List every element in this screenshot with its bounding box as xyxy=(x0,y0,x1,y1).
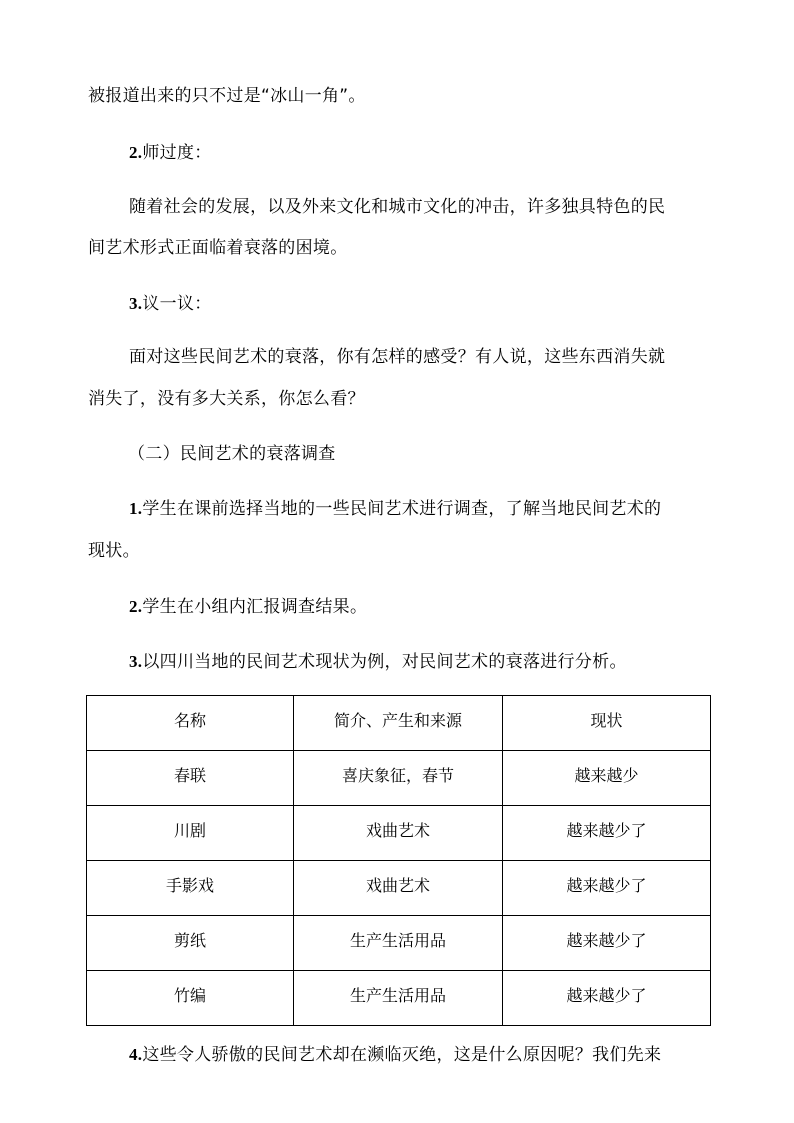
text: 面对这些民间艺术的衰落，你有怎样的感受？有人说，这些东西消失就 xyxy=(129,347,666,367)
table-cell: 喜庆象征，春节 xyxy=(294,751,503,806)
table-cell: 生产生活用品 xyxy=(294,971,503,1026)
text: （二）民间艺术的衰落调查 xyxy=(128,444,336,464)
text: 间艺术形式正面临着衰落的困境。 xyxy=(88,238,348,258)
text: 学生在小组内汇报调查结果。 xyxy=(142,597,368,617)
text: 议一议： xyxy=(142,294,212,314)
item-number: 3. xyxy=(129,294,143,313)
paragraph-line xyxy=(129,1043,661,1067)
paragraph-line xyxy=(88,84,366,108)
header-cell: 名称 xyxy=(87,696,294,751)
paragraph-line xyxy=(129,497,661,521)
paragraph-line xyxy=(129,345,665,369)
table-row xyxy=(87,861,711,916)
table-row xyxy=(87,751,711,806)
text: 这些令人骄傲的民间艺术却在濒临灭绝，这是什么原因呢？我们先来 xyxy=(142,1045,662,1065)
table-cell: 生产生活用品 xyxy=(294,916,503,971)
paragraph-line xyxy=(88,387,365,411)
item-number: 1. xyxy=(129,499,143,518)
table-cell: 越来越少 xyxy=(503,751,711,806)
item-heading xyxy=(129,141,212,165)
item-heading xyxy=(129,292,212,316)
section-heading xyxy=(128,442,336,466)
table-cell: 剪纸 xyxy=(87,916,294,971)
table-cell: 春联 xyxy=(87,751,294,806)
item-number: 4. xyxy=(129,1045,143,1064)
text: 学生在课前选择当地的一些民间艺术进行调查，了解当地民间艺术的 xyxy=(142,499,662,519)
paragraph-line xyxy=(88,236,348,260)
table-cell: 越来越少了 xyxy=(503,971,711,1026)
table-header-row xyxy=(87,696,711,751)
item-number: 2. xyxy=(129,143,143,162)
table-cell: 越来越少了 xyxy=(503,861,711,916)
item-number: 2. xyxy=(129,597,143,616)
header-cell: 简介、产生和来源 xyxy=(294,696,503,751)
table-cell: 戏曲艺术 xyxy=(294,806,503,861)
table-row xyxy=(87,916,711,971)
table-cell: 越来越少了 xyxy=(503,916,711,971)
text: 师过度： xyxy=(142,143,212,163)
table-row xyxy=(87,971,711,1026)
paragraph-line xyxy=(129,195,665,219)
text: 被报道出来的只不过是“冰山一角”。 xyxy=(88,86,366,106)
text: 现状。 xyxy=(88,541,140,561)
table-cell: 手影戏 xyxy=(87,861,294,916)
table-row xyxy=(87,806,711,861)
text: 随着社会的发展，以及外来文化和城市文化的冲击，许多独具特色的民 xyxy=(129,197,666,217)
table-cell: 川剧 xyxy=(87,806,294,861)
text: 消失了，没有多大关系，你怎么看？ xyxy=(88,389,365,409)
paragraph-line xyxy=(129,595,367,619)
table-cell: 越来越少了 xyxy=(503,806,711,861)
text: 以四川当地的民间艺术现状为例，对民间艺术的衰落进行分析。 xyxy=(142,652,627,672)
header-cell: 现状 xyxy=(503,696,711,751)
table-cell: 竹编 xyxy=(87,971,294,1026)
item-number: 3. xyxy=(129,652,143,671)
paragraph-line xyxy=(88,539,140,563)
folk-art-table xyxy=(86,695,711,1026)
paragraph-line xyxy=(129,650,627,674)
table-cell: 戏曲艺术 xyxy=(294,861,503,916)
